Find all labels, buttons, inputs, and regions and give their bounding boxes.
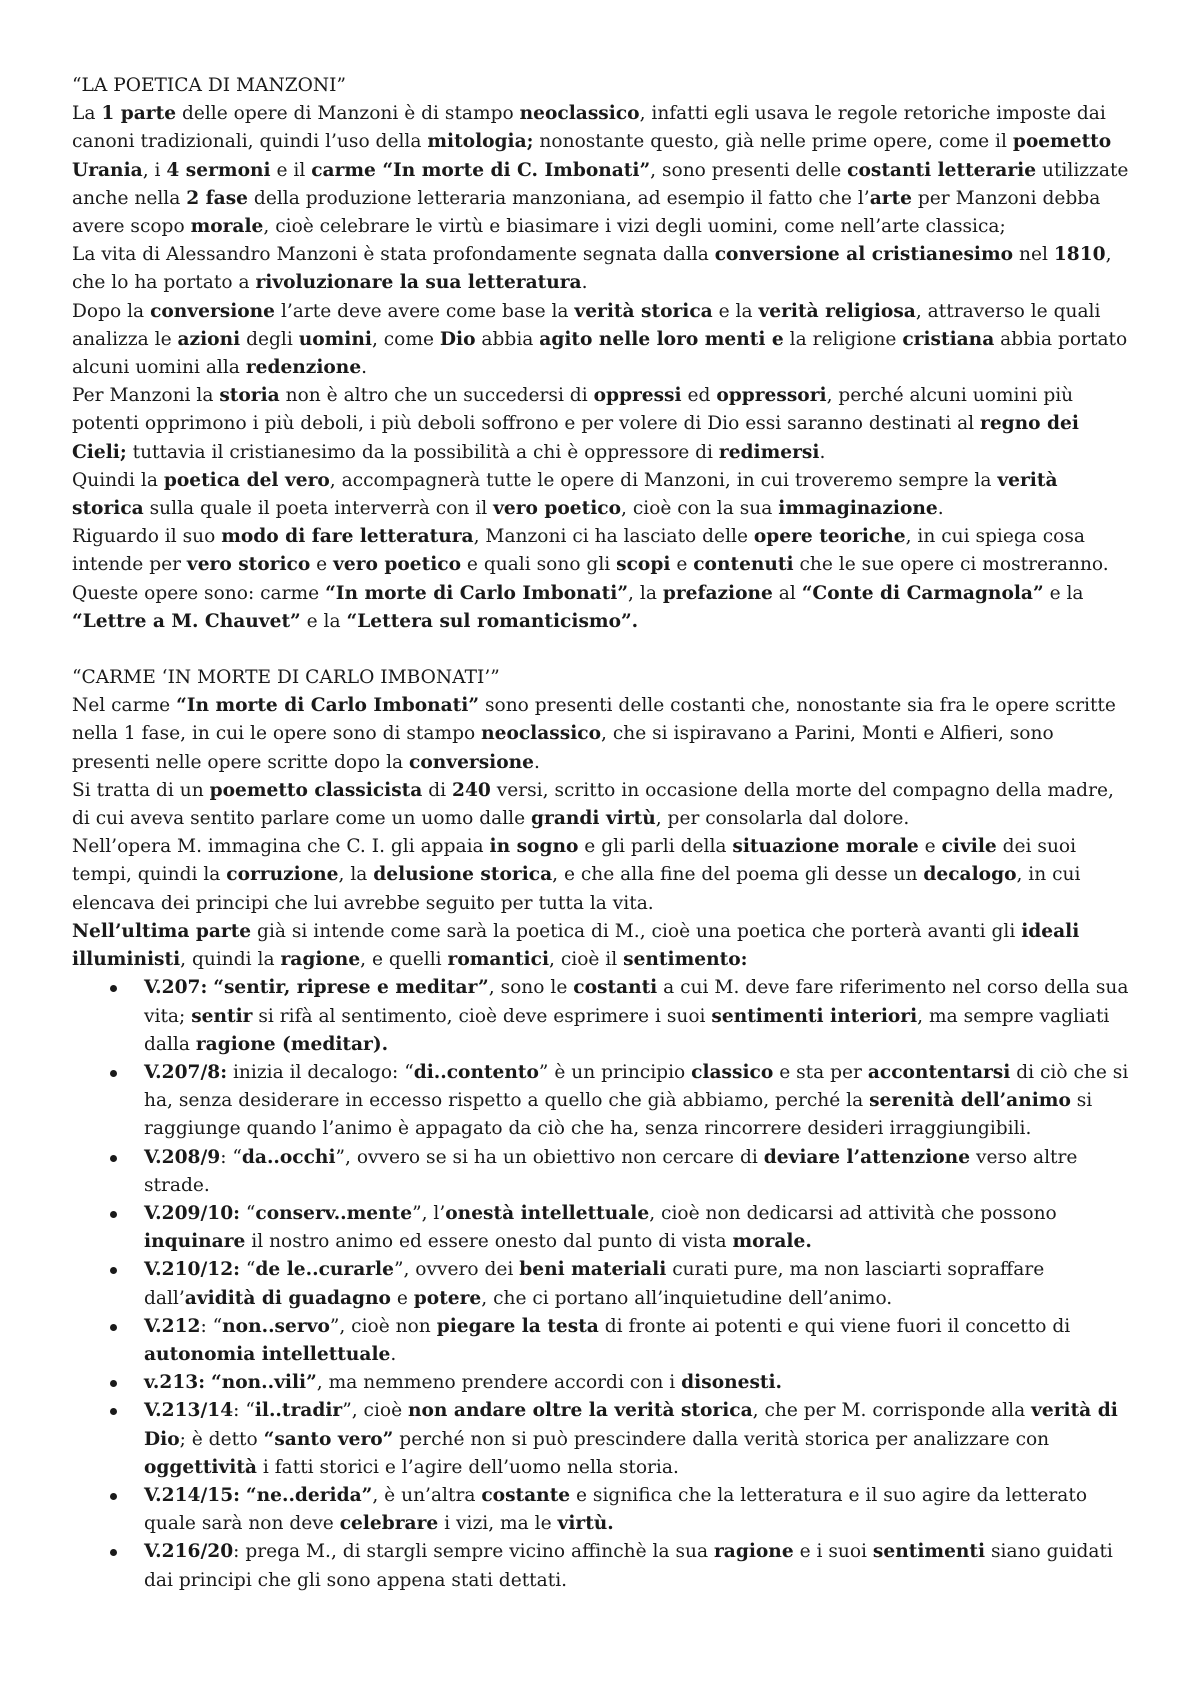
bold-run: arte [869, 187, 912, 209]
bold-run: decalogo [923, 864, 1017, 886]
text-run: La vita di Alessandro Manzoni è stata profondamente segnata dalla [72, 244, 715, 266]
text-run: , che ci portano all’inquietudine dell’animo. [481, 1287, 893, 1309]
text-run: i fatti storici e l’agire dell’uomo nella storia. [256, 1456, 679, 1478]
text-run: di fronte ai potenti e qui viene fuori il concetto di [598, 1315, 1071, 1337]
text-run: l’arte deve avere come base la [275, 300, 575, 322]
text-run: , è un’altra [372, 1484, 482, 1506]
text-run: si raggiunge quando l’animo è appagato da ciò che ha, senza rincorrere desideri irraggiungibili. [144, 1090, 1093, 1140]
list-item-text [144, 1203, 1057, 1252]
text-run: Nell’opera M. immagina che C. I. gli appaia [72, 836, 490, 858]
bold-run: oggettività [144, 1456, 257, 1478]
section-poetica [72, 72, 1132, 636]
text-run: , accompagnerà tutte le opere di Manzoni, in cui troveremo sempre la [329, 469, 998, 491]
text-run: e [310, 554, 334, 576]
bold-run: “sentir, riprese e meditar” [213, 977, 489, 999]
bold-run: V.208/9 [144, 1146, 221, 1168]
text-run: nonostante questo, già nelle prime opere, come il [533, 131, 1013, 153]
document-page [72, 72, 1132, 1595]
bold-run: “ne..derida” [245, 1484, 373, 1506]
bullet-icon [110, 1408, 117, 1415]
bold-run: piegare la testa [436, 1315, 599, 1337]
text-run: si rifà al sentimento, cioè deve esprimere i suoi [252, 1005, 712, 1027]
bold-run: V.213/14 [144, 1400, 234, 1422]
text-run: utilizzate anche nella [72, 159, 1129, 209]
bold-run: opere teoriche [753, 526, 906, 548]
text-run: , la [628, 582, 663, 604]
text-run: e [390, 1287, 414, 1309]
bold-run: avidità di guadagno [184, 1287, 391, 1309]
list-item [144, 1397, 1132, 1482]
bold-run: beni materiali [519, 1259, 667, 1281]
text-run: ”, ovvero dei [393, 1259, 520, 1281]
bold-run: inquinare [144, 1231, 246, 1253]
list-item-text [144, 1400, 1118, 1477]
text-run: sulla quale il poeta interverrà con il [143, 498, 494, 520]
text-run: , ma sempre vagliati dalla [144, 1005, 1110, 1055]
text-run: , cioè con la sua [621, 498, 779, 520]
text-run: : “ [220, 1146, 242, 1168]
bold-run: ragione [280, 949, 361, 971]
text-run: , perché alcuni uomini più potenti opprimono i più deboli, i più deboli soffrono e per volere di Dio essi saranno destinati al [72, 385, 1074, 435]
bold-run: classico [691, 1061, 774, 1083]
bold-run: conversione al cristianesimo [714, 244, 1014, 266]
verse-bullet-list [72, 974, 1132, 1594]
text-run: , in cui spiega cosa intende per [72, 526, 1085, 576]
paragraph [72, 833, 1132, 918]
bold-run: grandi virtù [531, 808, 656, 830]
bold-run: corruzione [226, 864, 339, 886]
text-run: siano guidati dai principi che gli sono appena stati dettati. [144, 1541, 1113, 1591]
text-run: , in cui elencava dei principi che lui avrebbe seguito per tutta la vita. [72, 864, 1081, 914]
text-run: , cioè non dedicarsi ad attività che possono [649, 1202, 1057, 1224]
bold-run: V.207: [144, 977, 208, 999]
paragraph [72, 298, 1132, 383]
text-run: , per consolarla dal dolore. [655, 808, 910, 830]
text-run: , sono presenti delle [650, 159, 848, 181]
text-run: e sta per [773, 1061, 868, 1083]
text-run: ” è un principio [538, 1061, 692, 1083]
text-run: la religione [783, 328, 903, 350]
bold-run: il..tradir [254, 1400, 343, 1422]
bold-run: modo di fare letteratura [221, 526, 474, 548]
text-run: versi, scritto in occasione della morte del compagno della madre, di cui aveva sentito parlare come un uomo dalle [72, 779, 1114, 830]
bold-run: scopi [616, 554, 671, 576]
bold-run: “In morte di Carlo Imbonati” [325, 582, 629, 604]
text-run: della produzione letteraria manzoniana, ad esempio il fatto che l’ [248, 187, 870, 209]
text-run: sono presenti delle costanti che, nonostante sia fra le opere scritte nella 1 fase, in cui le opere sono di stampo [72, 695, 1116, 745]
text-run: . [534, 751, 540, 773]
text-run: , che per M. corrisponde alla [752, 1400, 1032, 1422]
bold-run: accontentarsi [867, 1061, 1011, 1083]
text-run: : prega M., di stargli sempre vicino affinchè la sua [233, 1541, 714, 1563]
text-run: . [937, 498, 944, 520]
bold-run: da..occhi [241, 1146, 336, 1168]
text-run: . [819, 441, 826, 463]
bold-run: civile [941, 836, 997, 858]
text-run: : “ [200, 1315, 223, 1337]
text-run: , infatti egli usava le regole retoriche imposte dai canoni tradizionali, quindi l’uso della [72, 103, 1106, 153]
text-run: non è altro che un succedersi di [279, 385, 594, 407]
bold-run: “In morte di Carlo Imbonati” [176, 695, 480, 717]
list-item [144, 1538, 1132, 1594]
bold-run: carme “In morte di C. Imbonati” [311, 159, 651, 181]
bold-run: V.209/10: [144, 1202, 240, 1224]
list-item [144, 1200, 1132, 1256]
text-run: e significa che la letteratura e il suo agire da letterato quale sarà non deve [144, 1484, 1088, 1535]
text-run: , che lo ha portato a [72, 244, 1112, 294]
text-run: “ [240, 1202, 256, 1224]
text-run: , e che alla fine del poema gli desse un [552, 864, 924, 886]
bold-run: Nell’ultima parte [72, 920, 252, 942]
text-run: e i suoi [793, 1541, 873, 1563]
text-run: a cui M. deve fare riferimento nel corso della sua vita; [144, 977, 1129, 1027]
text-run: dei suoi tempi, quindi la [72, 836, 1077, 886]
text-run: , i [142, 159, 167, 181]
bold-run: situazione morale [732, 836, 919, 858]
text-run: , cioè il [549, 949, 624, 971]
text-run: per Manzoni debba avere scopo [72, 187, 1101, 238]
paragraph [72, 241, 1132, 297]
section-title: “CARME ‘IN MORTE DI CARLO IMBONATI’” [72, 667, 500, 689]
bold-run: V.210/12: [144, 1259, 240, 1281]
text-run: delle opere di Manzoni è di stampo [176, 103, 520, 125]
bold-run: ragione (meditar). [195, 1033, 389, 1055]
bullet-icon [110, 985, 117, 992]
bold-run: oppressi [593, 385, 682, 407]
bold-run: virtù. [557, 1513, 614, 1535]
list-item-text [144, 977, 1128, 1054]
bold-run: mitologia; [427, 131, 534, 153]
text-run: La [72, 103, 102, 125]
text-run: Nel carme [72, 695, 177, 717]
bold-run: 240 [452, 779, 491, 801]
text-run: Queste opere sono: carme [72, 582, 326, 604]
list-item [144, 974, 1132, 1059]
bullet-icon [110, 1070, 117, 1077]
text-run: , che si ispiravano a Parini, Monti e Alfieri, sono presenti nelle opere scritte dopo la [72, 723, 1054, 773]
text-run: curati pure, ma non lasciarti sopraffare dall’ [144, 1259, 1045, 1309]
bold-run: V.207/8: [144, 1061, 228, 1083]
bold-run: rivoluzionare la sua letteratura [255, 272, 582, 294]
text-run: abbia [475, 328, 540, 350]
section-title: “LA POETICA DI MANZONI” [72, 75, 347, 96]
text-run: , cioè celebrare le virtù e biasimare i vizi degli uomini, come nell’arte classica; [263, 216, 1006, 238]
bold-run: romantici [447, 949, 550, 971]
text-run: i vizi, ma le [438, 1513, 558, 1535]
bold-run: de le..curarle [255, 1259, 394, 1281]
bold-run: verità storica [72, 469, 1058, 520]
text-run: ”, cioè [342, 1400, 408, 1422]
list-item [144, 1144, 1132, 1200]
list-item [144, 1482, 1132, 1538]
bold-run: non andare oltre la verità storica [408, 1400, 753, 1422]
bold-run: onestà intellettuale [445, 1202, 650, 1224]
bold-run: redenzione [245, 357, 362, 379]
paragraph [72, 918, 1132, 974]
text-run: , attraverso le quali analizza le [72, 300, 1101, 350]
text-run: degli [240, 328, 299, 350]
bold-run: conversione [150, 300, 276, 322]
text-run: tuttavia il cristianesimo da la possibilità a chi è oppressore di [126, 441, 719, 463]
text-run: ed [681, 385, 717, 407]
bold-run: di..contento [413, 1061, 539, 1083]
text-run: e la [300, 610, 347, 632]
text-run: “ [240, 1259, 256, 1281]
bold-run: “santo vero” [263, 1428, 394, 1450]
text-run: che le sue opere ci mostreranno. [793, 554, 1109, 576]
bold-run: conserv..mente [255, 1202, 413, 1224]
text-run: . [390, 1343, 397, 1365]
text-run: , come [371, 328, 440, 350]
bold-run: disonesti. [681, 1372, 783, 1394]
text-run: verso altre strade. [144, 1146, 1078, 1196]
bold-run: neoclassico [519, 103, 640, 125]
text-run: nel [1013, 244, 1054, 266]
text-run: , quindi la [180, 949, 281, 971]
bullet-icon [110, 1549, 117, 1556]
text-run: al [772, 582, 802, 604]
text-run: Riguardo il suo [72, 526, 222, 548]
bold-run: ideali illuministi [72, 920, 1080, 971]
text-run: Dopo la [72, 300, 151, 322]
text-run: e la [1043, 582, 1084, 604]
text-run: e [670, 554, 694, 576]
bold-run: sentimento: [623, 949, 748, 971]
text-run: il nostro animo ed essere onesto dal punto di vista [245, 1231, 733, 1253]
list-item [144, 1059, 1132, 1144]
list-item [144, 1369, 1132, 1397]
list-item-text [144, 1485, 1087, 1534]
bold-run: V.216/20 [144, 1541, 234, 1563]
bold-run: poetica del vero [163, 469, 330, 491]
text-run: di ciò che si ha, senza desiderare in eccesso rispetto a quello che già abbiamo, perché la [144, 1061, 1129, 1112]
bullet-icon [110, 1380, 117, 1387]
bold-run: 4 sermoni [166, 159, 271, 181]
text-run: e il [270, 159, 312, 181]
text-run: ”, l’ [412, 1202, 446, 1224]
text-run: ”, cioè non [329, 1315, 437, 1337]
bold-run: uomini [298, 328, 372, 350]
text-run: , Manzoni ci ha lasciato delle [473, 526, 754, 548]
text-run: già si intende come sarà la poetica di M., cioè una poetica che porterà avanti gli [251, 920, 1022, 942]
bold-run: vero poetico [333, 554, 462, 576]
text-run: Per Manzoni la [72, 385, 220, 407]
text-run: . [581, 272, 588, 294]
bullet-icon [110, 1267, 117, 1274]
bold-run: “Lettre a M. Chauvet” [72, 610, 301, 632]
list-item [144, 1313, 1132, 1369]
bold-run: v.213: [144, 1372, 206, 1394]
bullet-icon [110, 1324, 117, 1331]
text-run: , e quelli [360, 949, 448, 971]
text-run: di [422, 779, 452, 801]
bold-run: poemetto Urania [72, 131, 1112, 181]
bold-run: verità storica [574, 300, 713, 322]
bullet-icon [110, 1155, 117, 1162]
bold-run: in sogno [489, 836, 579, 858]
bold-run: serenità dell’animo [869, 1090, 1071, 1112]
bold-run: contenuti [693, 554, 794, 576]
bold-run: regno dei Cieli; [72, 413, 1079, 463]
text-run: e [918, 836, 942, 858]
list-item-text [144, 1316, 1070, 1365]
paragraph [72, 100, 1132, 241]
bold-run: “Lettera sul romanticismo”. [346, 610, 639, 632]
paragraph [72, 580, 1132, 636]
bold-run: autonomia intellettuale [144, 1343, 391, 1365]
bold-run: conversione [409, 751, 534, 773]
bold-run: sentimenti interiori [711, 1005, 918, 1027]
text-run: Si tratta di un [72, 779, 210, 801]
bold-run: azioni [177, 328, 241, 350]
bold-run: sentimenti [872, 1541, 986, 1563]
paragraph [72, 692, 1132, 777]
text-run: , ma nemmeno prendere accordi con i [316, 1372, 682, 1394]
bold-run: cristiana [902, 328, 995, 350]
bold-run: storia [219, 385, 280, 407]
section-spacer [72, 636, 1132, 664]
text-run: e la [712, 300, 759, 322]
text-run: ; è detto [179, 1428, 264, 1450]
bold-run: “non..vili” [211, 1372, 317, 1394]
bold-run: deviare l’attenzione [763, 1146, 971, 1168]
bold-run: 2 fase [186, 187, 248, 209]
text-run: : “ [233, 1400, 255, 1422]
bold-run: 1 parte [101, 103, 177, 125]
bold-run: verità religiosa [758, 300, 916, 322]
paragraph [72, 467, 1132, 523]
text-run: . [361, 357, 368, 379]
section-carme [72, 664, 1132, 1595]
bold-run: costante [481, 1484, 571, 1506]
list-item-text [144, 1259, 1044, 1308]
bullet-icon [110, 1493, 117, 1500]
paragraph [72, 777, 1132, 833]
list-item-text [144, 1147, 1077, 1196]
bold-run: sentir [191, 1005, 253, 1027]
bold-run: verità di Dio [144, 1400, 1118, 1450]
bold-run: poemetto classicista [209, 779, 423, 801]
bold-run: ragione [713, 1541, 794, 1563]
bold-run: potere [413, 1287, 482, 1309]
text-run: ”, ovvero se si ha un obiettivo non cercare di [335, 1146, 764, 1168]
text-run: abbia portato alcuni uomini alla [72, 328, 1128, 379]
bold-run: V.214/15: [144, 1484, 240, 1506]
text-run: , la [338, 864, 374, 886]
list-item-text [144, 1372, 782, 1393]
bold-run: morale [190, 216, 264, 238]
text-run: inizia il decalogo: “ [227, 1061, 414, 1083]
list-item-text [144, 1062, 1128, 1139]
list-item [144, 1256, 1132, 1312]
bold-run: neoclassico [481, 723, 602, 745]
paragraph [72, 382, 1132, 467]
text-run: , sono le [488, 977, 574, 999]
bold-run: “Conte di Carmagnola” [801, 582, 1044, 604]
bold-run: delusione storica [373, 864, 553, 886]
bold-run: immaginazione [778, 498, 938, 520]
bold-run: costanti [573, 977, 658, 999]
bold-run: agito nelle loro menti e [539, 328, 784, 350]
bold-run: celebrare [339, 1513, 439, 1535]
text-run: e gli parli della [578, 836, 733, 858]
bold-run: V.212 [144, 1315, 201, 1337]
bold-run: vero poetico [493, 498, 622, 520]
bold-run: prefazione [662, 582, 773, 604]
bold-run: oppressori [716, 385, 827, 407]
paragraph [72, 523, 1132, 579]
list-item-text [144, 1541, 1113, 1590]
text-run: Quindi la [72, 469, 164, 491]
bold-run: redimersi [718, 441, 820, 463]
bullet-icon [110, 1211, 117, 1218]
bold-run: morale. [732, 1231, 812, 1253]
text-run: perché non si può prescindere dalla verità storica per analizzare con [393, 1428, 1050, 1450]
bold-run: Dio [439, 328, 476, 350]
bold-run: vero storico [186, 554, 311, 576]
bold-run: non..servo [222, 1315, 330, 1337]
bold-run: 1810 [1053, 244, 1106, 266]
bold-run: costanti letterarie [847, 159, 1037, 181]
text-run: e quali sono gli [461, 554, 617, 576]
